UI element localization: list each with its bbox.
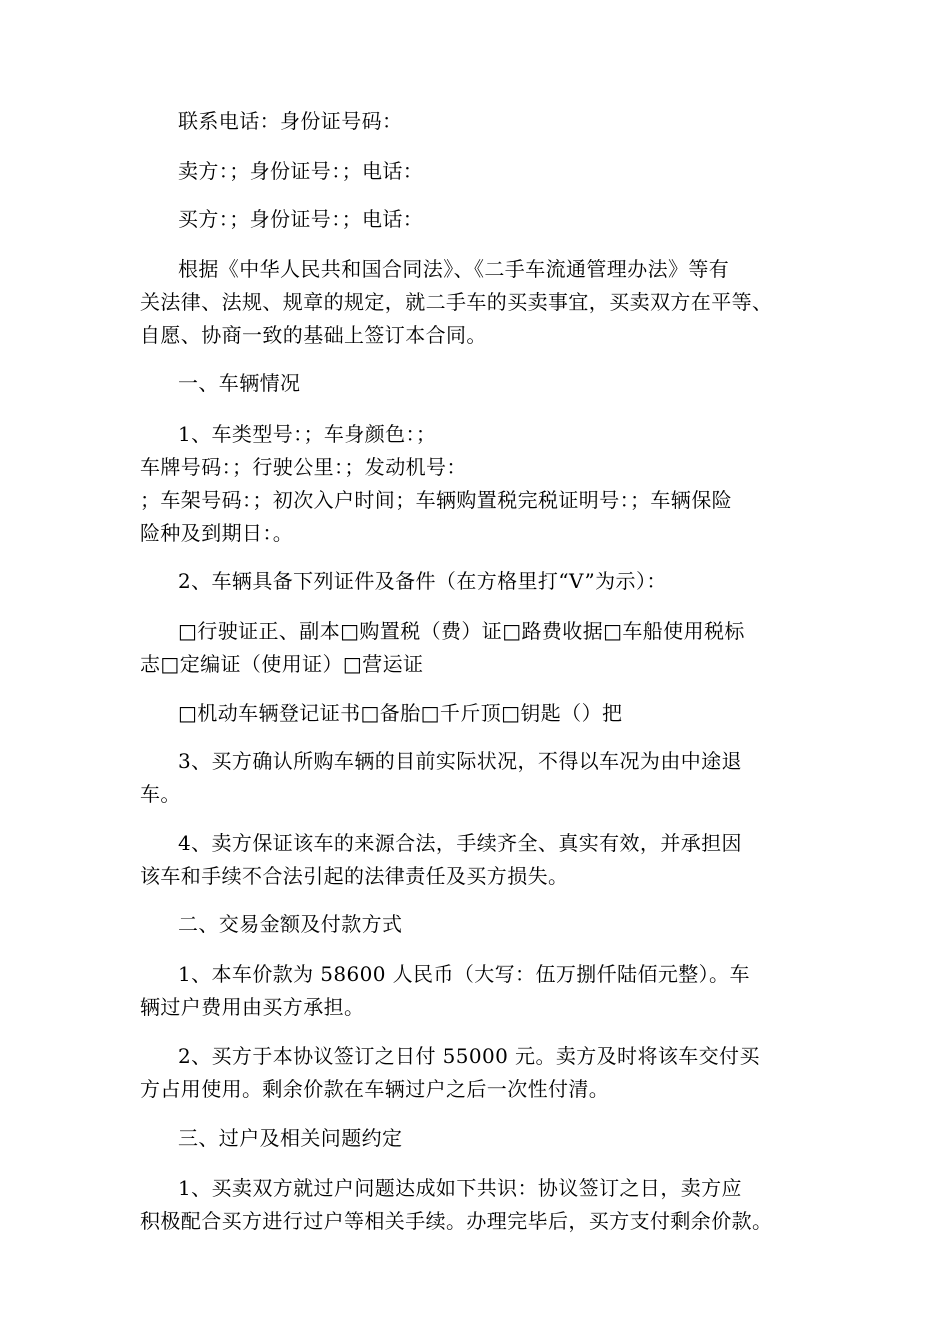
- text-line: 二、交易金额及付款方式: [178, 912, 403, 936]
- paragraph-seller: [140, 155, 840, 188]
- text-line: 买方：；身份证号：；电话：: [178, 207, 424, 231]
- text-line: 2、买方于本协议签订之日付 55000 元。卖方及时将该车交付买: [178, 1044, 760, 1068]
- paragraph-payment: [140, 1040, 840, 1106]
- section-heading-transfer: [140, 1122, 840, 1155]
- paragraph-checklist-2: [140, 697, 840, 730]
- text-line: 3、买方确认所购车辆的目前实际状况，不得以车况为由中途退: [178, 749, 742, 773]
- text-line: 志□定编证（使用证）□营运证: [140, 652, 424, 676]
- text-line: □机动车辆登记证书□备胎□千斤顶□钥匙（）把: [178, 701, 623, 725]
- text-line: ；车架号码：；初次入户时间；车辆购置税完税证明号：；车辆保险: [140, 488, 732, 512]
- paragraph-preamble: [140, 253, 840, 352]
- text-line: 1、买卖双方就过户问题达成如下共识：协议签订之日，卖方应: [178, 1176, 742, 1200]
- paragraph-condition: [140, 745, 840, 811]
- text-line: 关法律、法规、规章的规定，就二手车的买卖事宜，买卖双方在平等、: [140, 290, 773, 314]
- text-line: 联系电话：身份证号码：: [178, 109, 403, 133]
- text-line: 2、车辆具备下列证件及备件（在方格里打“V”为示）：: [178, 569, 667, 593]
- section-heading-vehicle: [140, 367, 840, 400]
- paragraph-vehicle-info: [140, 418, 840, 550]
- text-line: 4、卖方保证该车的来源合法，手续齐全、真实有效，并承担因: [178, 831, 742, 855]
- text-line: 辆过户费用由买方承担。: [140, 995, 365, 1019]
- text-line: □行驶证正、副本□购置税（费）证□路费收据□车船使用税标: [178, 619, 745, 643]
- text-line: 根据《中华人民共和国合同法》、《二手车流通管理办法》等有: [178, 257, 730, 281]
- text-line: 卖方：；身份证号：；电话：: [178, 159, 424, 183]
- text-line: 三、过户及相关问题约定: [178, 1126, 403, 1150]
- text-line: 险种及到期日：。: [140, 521, 294, 545]
- paragraph-seller-guarantee: [140, 827, 840, 893]
- text-line: 车。: [140, 782, 181, 806]
- section-heading-payment: [140, 908, 840, 941]
- paragraph-checklist-1: [140, 615, 840, 681]
- text-line: 车牌号码：；行驶公里：；发动机号：: [140, 455, 467, 479]
- text-line: 1、车类型号：；车身颜色：；: [178, 422, 437, 446]
- text-line: 积极配合买方进行过户等相关手续。办理完毕后，买方支付剩余价款。: [140, 1209, 773, 1233]
- paragraph-transfer: [140, 1172, 840, 1238]
- text-line: 自愿、协商一致的基础上签订本合同。: [140, 323, 487, 347]
- paragraph-documents: [140, 565, 840, 598]
- text-line: 该车和手续不合法引起的法律责任及买方损失。: [140, 864, 569, 888]
- paragraph-contact: [140, 105, 840, 138]
- paragraph-price: [140, 958, 840, 1024]
- text-line: 一、车辆情况: [178, 371, 301, 395]
- paragraph-buyer: [140, 203, 840, 236]
- text-line: 1、本车价款为 58600 人民币（大写：伍万捌仟陆佰元整）。车: [178, 962, 750, 986]
- text-line: 方占用使用。剩余价款在车辆过户之后一次性付清。: [140, 1077, 610, 1101]
